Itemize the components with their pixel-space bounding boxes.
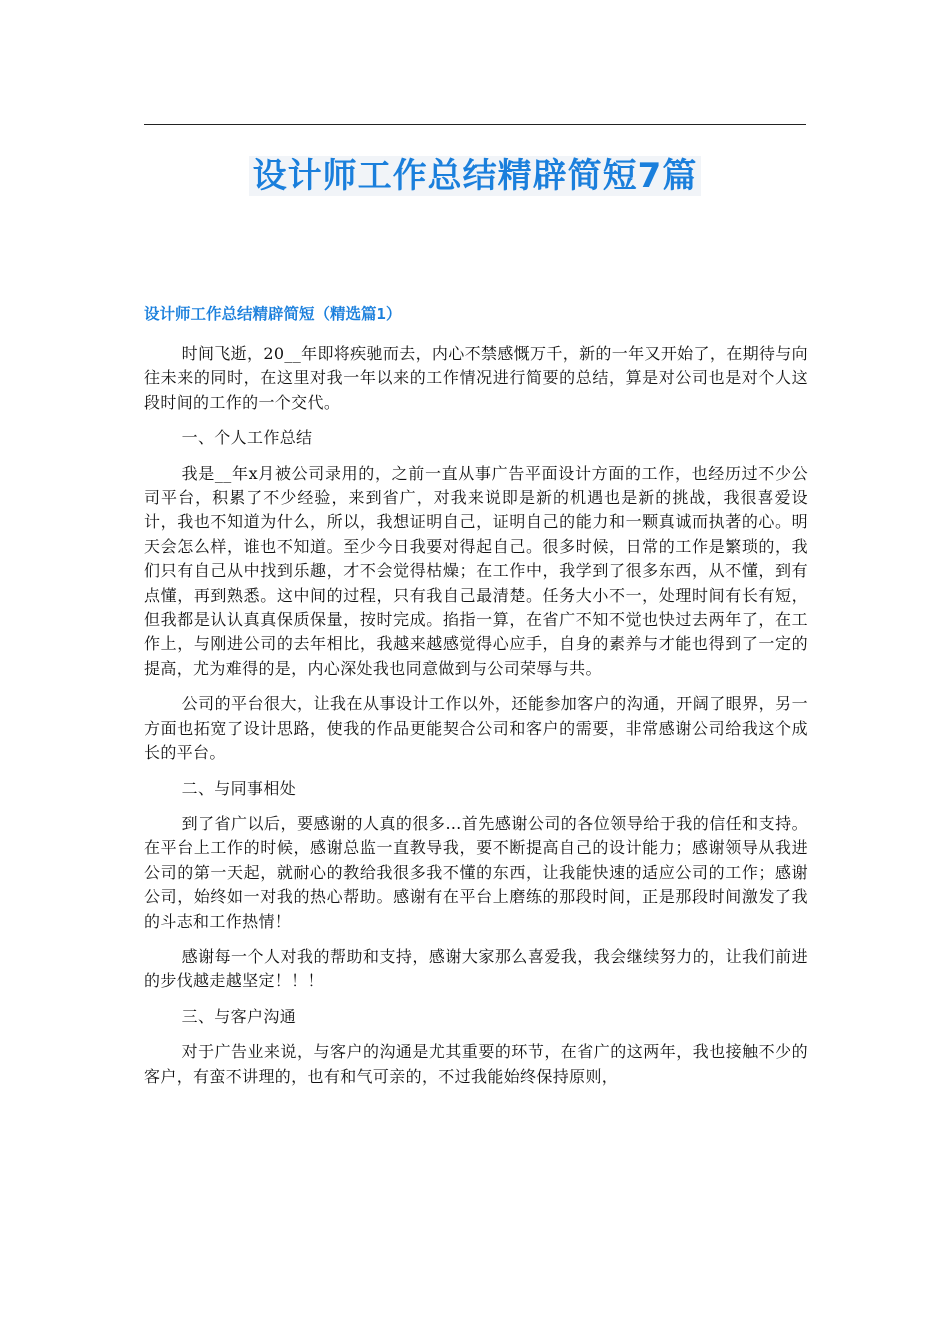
top-rule (144, 124, 806, 125)
paragraph-colleagues: 到了省广以后，要感谢的人真的很多…首先感谢公司的各位领导给于我的信任和支持。在平台上工作的时候，感谢总监一直教导我，要不断提高自己的设计能力；感谢领导从我进公司的第一天起，就耐心的教给我很多我不懂的东西，让我能快速的适应公司的工作；感谢公司，始终如一对我的热心帮助。感谢有在平台上磨练的那段时间，正是那段时间激发了我的斗志和工作热情！ (144, 813, 808, 931)
section-title: 设计师工作总结精辟简短（精选篇1） (144, 305, 402, 323)
paragraph-thanks: 感谢每一个人对我的帮助和支持，感谢大家那么喜爱我，我会继续努力的，让我们前进的步伐越走越坚定！！！ (144, 946, 808, 991)
paragraph-clients: 对于广告业来说，与客户的沟通是尤其重要的环节，在省广的这两年，我也接触不少的客户，有蛮不讲理的，也有和气可亲的，不过我能始终保持原则， (144, 1042, 808, 1086)
document-title (0, 150, 950, 202)
paragraph-intro: 时间飞逝，20__年即将疾驰而去，内心不禁感慨万千，新的一年又开始了，在期待与向往未来的同时，在这里对我一年以来的工作情况进行简要的总结，算是对公司也是对个人这段时间的工作的一个交代。 (144, 344, 808, 412)
heading-personal-summary: 一、个人工作总结 (181, 428, 313, 448)
paragraph-company-platform: 公司的平台很大，让我在从事设计工作以外，还能参加客户的沟通，开阔了眼界，另一方面也拓宽了设计思路，使我的作品更能契合公司和客户的需要，非常感谢公司给我这个成长的平台。 (144, 694, 808, 763)
heading-clients: 三、与客户沟通 (181, 1006, 297, 1026)
paragraph-personal-summary: 我是__年x月被公司录用的，之前一直从事广告平面设计方面的工作，也经历过不少公司平台，积累了不少经验，来到省广，对我来说即是新的机遇也是新的挑战，我很喜爱设计，我也不知道为什么，所以，我想证明自己，证明自己的能力和一颗真诚而执著的心。明天会怎么样，谁也不知道。至少今日我要对得起自己。很多时候，日常的工作是繁琐的，我们只有自己从中找到乐趣，才不会觉得枯燥；在工作中，我学到了很多东西，从不懂，到有点懂，再到熟悉。这中间的过程，只有我自己最清楚。任务大小不一，处理时间有长有短，但我都是认认真真保质保量，按时完成。掐指一算，在省广不知不觉也快过去两年了，在工作上，与刚进公司的去年相比，我越来越感觉得心应手，自身的素养与才能也得到了一定的提高，尤为难得的是，内心深处我也同意做到与公司荣辱与共。 (144, 463, 808, 678)
document-body (144, 302, 808, 1100)
document-title-text: 设计师工作总结精辟简短7篇 (249, 156, 702, 196)
heading-colleagues: 二、与同事相处 (181, 778, 297, 798)
